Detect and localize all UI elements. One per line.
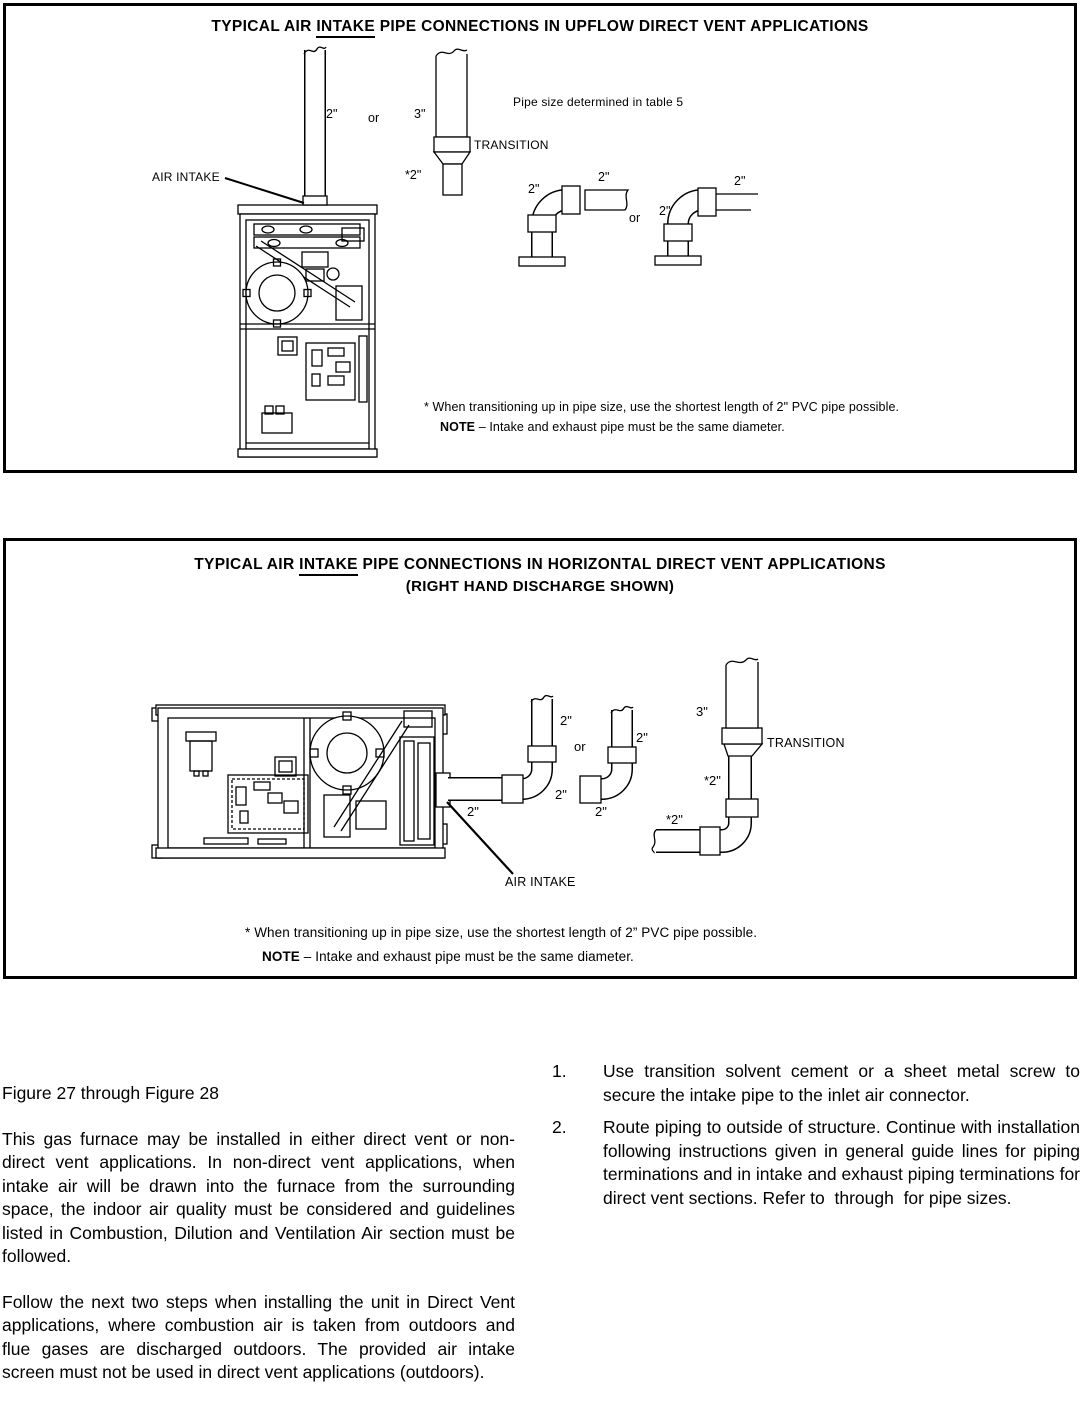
horizontal-elbow-assembly1-drawing bbox=[448, 696, 556, 803]
fig1-pipe-3in-label: 3" bbox=[414, 107, 426, 121]
figure2-title-underlined: INTAKE bbox=[299, 556, 358, 576]
fig2-air-intake-label: AIR INTAKE bbox=[505, 875, 576, 889]
fig1-elbow2-size-label: 2" bbox=[659, 204, 671, 218]
fig2-pipe-3in-label: 3" bbox=[696, 704, 708, 719]
figure1-title-underlined: INTAKE bbox=[316, 18, 375, 38]
paragraph-follow-steps: Follow the next two steps when installing the unit in Direct Vent applications, where combustion air is taken from outdoors and flue gases are discharged outdoors. The provided air intake screen must not be used in direct vent applications (outdoors). bbox=[2, 1291, 515, 1382]
figure2-subtitle: (RIGHT HAND DISCHARGE SHOWN) bbox=[405, 578, 675, 595]
fig1-elbow2-pipe-label: 2" bbox=[734, 174, 746, 188]
fig2-horiz-size-label: 2" bbox=[467, 804, 479, 819]
body-right-column bbox=[552, 1060, 1080, 1219]
list-item-number: 2. bbox=[552, 1117, 567, 1137]
list-item bbox=[552, 1060, 1080, 1107]
fig1-note-text: – Intake and exhaust pipe must be the same diameter. bbox=[475, 420, 785, 434]
fig1-air-intake-label: AIR INTAKE bbox=[152, 170, 220, 184]
list-item-number: 1. bbox=[552, 1061, 567, 1081]
fig1-elbow1-size-label: 2" bbox=[528, 182, 540, 196]
fig1-pipe-2in-label: 2" bbox=[326, 107, 338, 121]
fig2-note-text: – Intake and exhaust pipe must be the same diameter. bbox=[299, 949, 634, 964]
elbow-assembly1-drawing bbox=[519, 186, 628, 266]
fig2-vert2-size-label: 2" bbox=[636, 730, 648, 745]
fig1-transition-label: TRANSITION bbox=[474, 138, 549, 152]
figure1-title-post: PIPE CONNECTIONS IN UPFLOW DIRECT VENT APPLICATIONS bbox=[375, 18, 869, 35]
intake-pipe-2in-drawing bbox=[303, 47, 327, 205]
fig1-pipe-size-note: Pipe size determined in table 5 bbox=[513, 95, 684, 109]
fig1-note-word: NOTE bbox=[440, 420, 476, 434]
fig1-elbow1-pipe-label: 2" bbox=[598, 170, 610, 184]
figure2-title-pre: TYPICAL AIR bbox=[194, 556, 300, 573]
figure-horizontal-box bbox=[3, 538, 1077, 979]
fig1-footnote-star: * When transitioning up in pipe size, use the shortest length of 2" PVC pipe possible. bbox=[424, 400, 900, 414]
fig2-elbow1-size-label: 2" bbox=[555, 787, 567, 802]
figure-caption: Figure 27 through Figure 28 bbox=[2, 1083, 219, 1103]
fig2-vert1-size-label: 2" bbox=[560, 713, 572, 728]
figure1-title-pre: TYPICAL AIR bbox=[211, 18, 317, 35]
fig2-elbow2-size-label: 2" bbox=[595, 804, 607, 819]
figure-upflow-box bbox=[3, 3, 1077, 473]
fig2-transition-label: TRANSITION bbox=[767, 736, 845, 750]
paragraph-direct-vent: This gas furnace may be installed in either direct vent or non-direct vent applications. In non-direct vent applications, when intake air will be drawn into the furnace from the surrounding space, the indoor air quality must be considered and guidelines listed in Combustion, Dilution and Ventilation Air section must be followed. bbox=[2, 1128, 515, 1266]
fig2-note-word: NOTE bbox=[262, 949, 300, 964]
horizontal-diagram-svg bbox=[6, 541, 1074, 976]
fig1-or-bottom-label: or bbox=[629, 211, 641, 225]
list-item-text: Route piping to outside of structure. Continue with installation following instructions given in general guide lines for piping terminations and in intake and exhaust piping terminations for direct vent sections. Refer to through for pipe sizes. bbox=[603, 1117, 1080, 1208]
fig1-footnote-note bbox=[440, 420, 785, 434]
list-item bbox=[552, 1116, 1080, 1210]
upflow-furnace-drawing bbox=[238, 205, 377, 457]
fig1-star-2in-label: *2" bbox=[405, 168, 422, 182]
fig2-star-horiz-label: *2" bbox=[666, 812, 683, 827]
elbow-assembly2-drawing bbox=[655, 188, 758, 265]
fig2-star-vert-label: *2" bbox=[704, 773, 721, 788]
transition-pipe-3in-drawing bbox=[434, 49, 470, 195]
horizontal-furnace-drawing bbox=[152, 705, 450, 858]
list-item-text: Use transition solvent cement or a sheet metal screw to secure the intake pipe to the inlet air connector. bbox=[603, 1061, 1080, 1105]
horizontal-elbow-assembly2-drawing bbox=[580, 707, 636, 803]
figure2-title-post: PIPE CONNECTIONS IN HORIZONTAL DIRECT VENT APPLICATIONS bbox=[357, 556, 886, 573]
fig2-footnote-note bbox=[262, 949, 634, 964]
fig2-footnote-star: * When transitioning up in pipe size, use the shortest length of 2” PVC pipe possible. bbox=[245, 925, 758, 940]
fig1-or-top-label: or bbox=[368, 111, 380, 125]
air-intake-leader-line bbox=[447, 802, 513, 874]
fig2-or-label: or bbox=[574, 739, 586, 754]
body-left-column bbox=[2, 1082, 515, 1407]
air-intake-leader-line bbox=[225, 178, 304, 203]
